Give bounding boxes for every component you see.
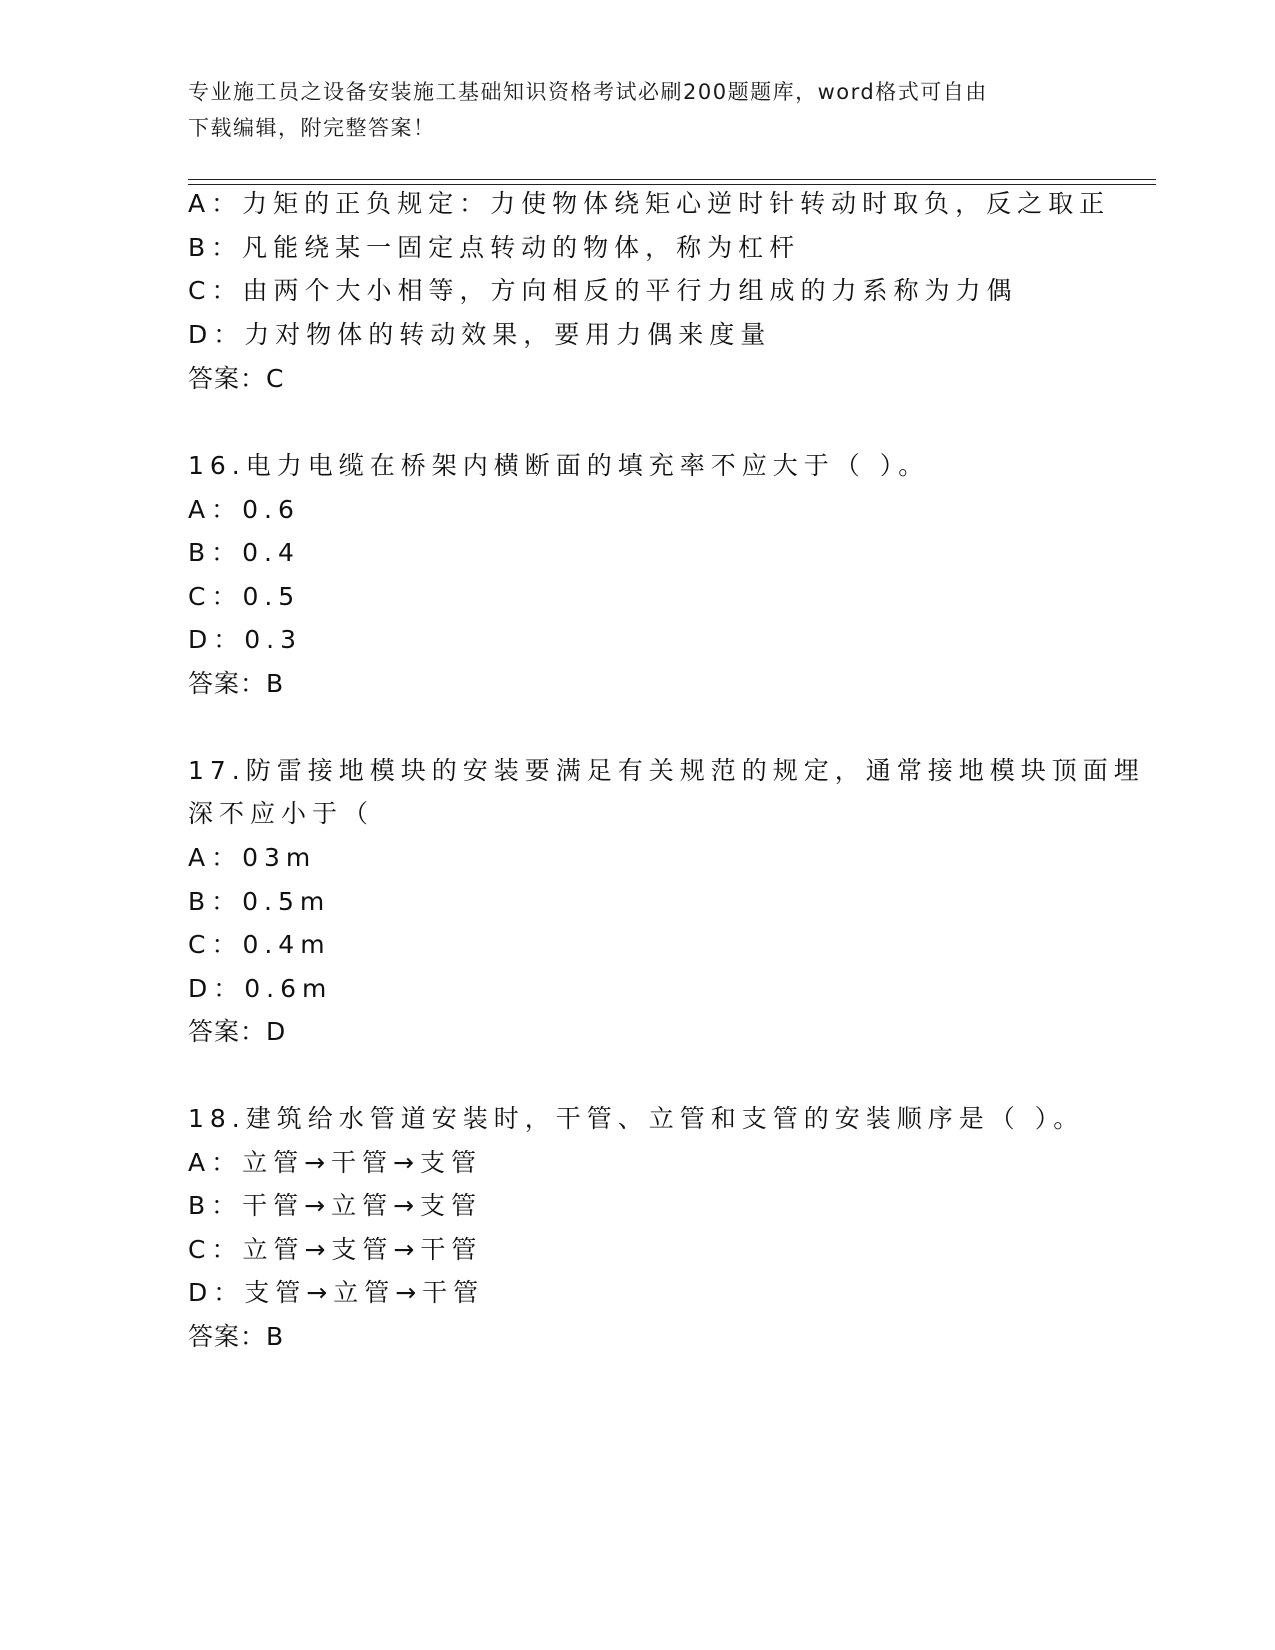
question-stem: 16.电力电缆在桥架内横断面的填充率不应大于（ ）。 — [188, 451, 930, 480]
question-stem-line-1: 17.防雷接地模块的安装要满足有关规范的规定，通常接地模块顶面埋 — [188, 756, 1145, 785]
option-c: C：0.5 — [188, 582, 301, 611]
answer: 答案：B — [188, 1322, 285, 1351]
question-stem-line-2: 深不应小于（ — [188, 799, 375, 828]
option-b: B：0.5m — [188, 887, 331, 916]
header-line-1: 专业施工员之设备安装施工基础知识资格考试必刷200题题库，word格式可自由 — [188, 80, 988, 104]
option-b: B：凡能绕某一固定点转动的物体，称为杠杆 — [188, 233, 801, 262]
header-line-2: 下载编辑，附完整答案！ — [188, 116, 436, 140]
option-b: B：干管→立管→支管 — [188, 1191, 483, 1220]
option-d: D：力对物体的转动效果，要用力偶来度量 — [188, 320, 772, 349]
answer: 答案：D — [188, 1017, 287, 1046]
option-a: A：03m — [188, 843, 317, 872]
header-divider-top — [188, 179, 1156, 180]
option-a: A：0.6 — [188, 495, 300, 524]
option-c: C：由两个大小相等，方向相反的平行力组成的力系称为力偶 — [188, 276, 1018, 305]
option-d: D：支管→立管→干管 — [188, 1278, 485, 1307]
document-header — [188, 74, 1068, 146]
answer: 答案：C — [188, 364, 285, 393]
option-d: D：0.3 — [188, 625, 303, 654]
option-a: A：立管→干管→支管 — [188, 1148, 482, 1177]
option-d: D：0.6m — [188, 974, 333, 1003]
answer: 答案：B — [188, 669, 285, 698]
header-divider-bottom — [188, 184, 1156, 185]
option-c: C：立管→支管→干管 — [188, 1235, 483, 1264]
option-a: A：力矩的正负规定：力使物体绕矩心逆时针转动时取负，反之取正 — [188, 189, 1111, 218]
question-stem: 18.建筑给水管道安装时，干管、立管和支管的安装顺序是（ ）。 — [188, 1104, 1085, 1133]
option-b: B：0.4 — [188, 538, 300, 567]
option-c: C：0.4m — [188, 930, 331, 959]
